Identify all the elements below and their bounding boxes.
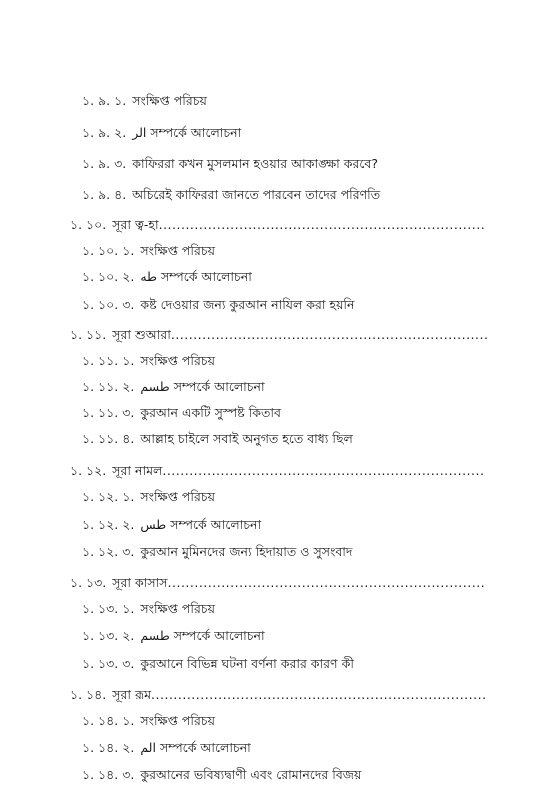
toc-entry[interactable] bbox=[82, 488, 215, 506]
toc-entry[interactable] bbox=[82, 766, 361, 784]
entry-number: ১. ১৪. ৩. bbox=[82, 767, 135, 782]
entry-number: ১. ১০. ১. bbox=[82, 243, 135, 258]
dot-leader: ....................................................................... bbox=[167, 575, 486, 590]
entry-number: ১. ১২. ৩. bbox=[82, 544, 135, 559]
toc-section-entry[interactable] bbox=[70, 326, 488, 344]
section-number: ১. ১৪. bbox=[70, 687, 107, 702]
toc-section-entry[interactable] bbox=[70, 574, 485, 592]
toc-section-entry[interactable] bbox=[70, 686, 487, 704]
arabic-letters: الر bbox=[132, 125, 147, 140]
dot-leader: ........................................................................ bbox=[162, 463, 485, 478]
entry-number: ১. ১০. ৩. bbox=[82, 297, 135, 312]
entry-title: কাফিররা কখন মুসলমান হওয়ার আকাঙ্ক্ষা করবে? bbox=[132, 156, 379, 171]
toc-entry[interactable] bbox=[82, 124, 241, 142]
section-title: সূরা কাসাস bbox=[112, 575, 168, 590]
section-title: সূরা নামল bbox=[112, 463, 163, 478]
toc-entry[interactable] bbox=[82, 378, 265, 396]
toc-entry[interactable] bbox=[82, 186, 380, 204]
entry-title: সংক্ষিপ্ত পরিচয় bbox=[132, 93, 207, 108]
entry-number: ১. ১৪. ২. bbox=[82, 740, 135, 755]
toc-entry[interactable] bbox=[82, 155, 378, 173]
toc-entry[interactable] bbox=[82, 352, 215, 370]
entry-title: সম্পর্কে আলোচনা bbox=[150, 125, 242, 140]
entry-title: অচিরেই কাফিররা জানতে পারবেন তাদের পরিণতি bbox=[132, 187, 381, 202]
section-title: সূরা শুআরা bbox=[112, 327, 171, 342]
entry-number: ১. ৯. ২. bbox=[82, 125, 127, 140]
entry-title: সংক্ষিপ্ত পরিচয় bbox=[140, 489, 215, 504]
entry-title: সম্পর্কে আলোচনা bbox=[170, 517, 262, 532]
entry-number: ১. ১১. ৩. bbox=[82, 405, 135, 420]
entry-title: সম্পর্কে আলোচনা bbox=[173, 379, 265, 394]
toc-entry[interactable] bbox=[82, 430, 353, 448]
entry-title: সম্পর্কে আলোচনা bbox=[161, 269, 252, 284]
entry-title: কুরআনের ভবিষ্যদ্বাণী এবং রোমানদের বিজয় bbox=[140, 767, 362, 782]
arabic-letters: طسم bbox=[140, 628, 170, 643]
entry-title: কুরআনে বিভিন্ন ঘটনা বর্ণনা করার কারণ কী bbox=[140, 656, 354, 671]
entry-number: ১. ১২. ২. bbox=[82, 517, 135, 532]
section-number: ১. ১০. bbox=[70, 217, 107, 232]
entry-number: ১. ৯. ১. bbox=[82, 93, 127, 108]
toc-entry[interactable] bbox=[82, 296, 354, 314]
entry-number: ১. ৯. ৩. bbox=[82, 156, 127, 171]
toc-entry[interactable] bbox=[82, 516, 261, 534]
entry-title: সংক্ষিপ্ত পরিচয় bbox=[140, 713, 215, 728]
toc-section-entry[interactable] bbox=[70, 216, 485, 234]
arabic-letters: طه bbox=[140, 269, 158, 284]
toc-entry[interactable] bbox=[82, 739, 251, 757]
section-title: সূরা ত্ব-হা bbox=[112, 217, 159, 232]
entry-number: ১. ১১. ৪. bbox=[82, 431, 135, 446]
entry-title: কষ্ট দেওয়ার জন্য কুরআন নাযিল করা হয়নি bbox=[140, 297, 355, 312]
arabic-letters: طس bbox=[140, 517, 167, 532]
toc-entry[interactable] bbox=[82, 242, 215, 260]
entry-title: কুরআন মুমিনদের জন্য হিদায়াত ও সুসংবাদ bbox=[140, 544, 353, 559]
toc-entry[interactable] bbox=[82, 268, 252, 286]
toc-entry[interactable] bbox=[82, 655, 354, 673]
entry-number: ১. ৯. ৪. bbox=[82, 187, 127, 202]
toc-entry[interactable] bbox=[82, 600, 215, 618]
entry-number: ১. ১২. ১. bbox=[82, 489, 135, 504]
entry-number: ১. ১৪. ১. bbox=[82, 713, 135, 728]
toc-entry[interactable] bbox=[82, 712, 215, 730]
dot-leader: ....................................................................... bbox=[170, 327, 489, 342]
toc-entry[interactable] bbox=[82, 92, 207, 110]
entry-title: আল্লাহ চাইলে সবাই অনুগত হতে বাধ্য ছিল bbox=[140, 431, 353, 446]
entry-number: ১. ১৩. ৩. bbox=[82, 656, 135, 671]
entry-number: ১. ১১. ১. bbox=[82, 353, 135, 368]
section-number: ১. ১৩. bbox=[70, 575, 107, 590]
entry-title: সম্পর্কে আলোচনা bbox=[173, 628, 265, 643]
entry-number: ১. ১৩. ২. bbox=[82, 628, 135, 643]
section-number: ১. ১১. bbox=[70, 327, 107, 342]
section-number: ১. ১২. bbox=[70, 463, 107, 478]
dot-leader: ........................................................................... bbox=[151, 687, 487, 702]
entry-title: সম্পর্কে আলোচনা bbox=[159, 740, 251, 755]
entry-title: সংক্ষিপ্ত পরিচয় bbox=[140, 353, 215, 368]
toc-entry[interactable] bbox=[82, 543, 353, 561]
entry-number: ১. ১০. ২. bbox=[82, 269, 135, 284]
entry-number: ১. ১১. ২. bbox=[82, 379, 135, 394]
entry-title: সংক্ষিপ্ত পরিচয় bbox=[140, 243, 215, 258]
entry-title: কুরআন একটি সুস্পষ্ট কিতাব bbox=[140, 405, 281, 420]
arabic-letters: طسم bbox=[140, 379, 170, 394]
arabic-letters: الم bbox=[140, 740, 156, 755]
dot-leader: ......................................................................... bbox=[158, 217, 486, 232]
entry-number: ১. ১৩. ১. bbox=[82, 601, 135, 616]
entry-title: সংক্ষিপ্ত পরিচয় bbox=[140, 601, 215, 616]
toc-entry[interactable] bbox=[82, 627, 265, 645]
toc-entry[interactable] bbox=[82, 404, 281, 422]
section-title: সূরা রূম bbox=[112, 687, 152, 702]
toc-section-entry[interactable] bbox=[70, 462, 484, 480]
